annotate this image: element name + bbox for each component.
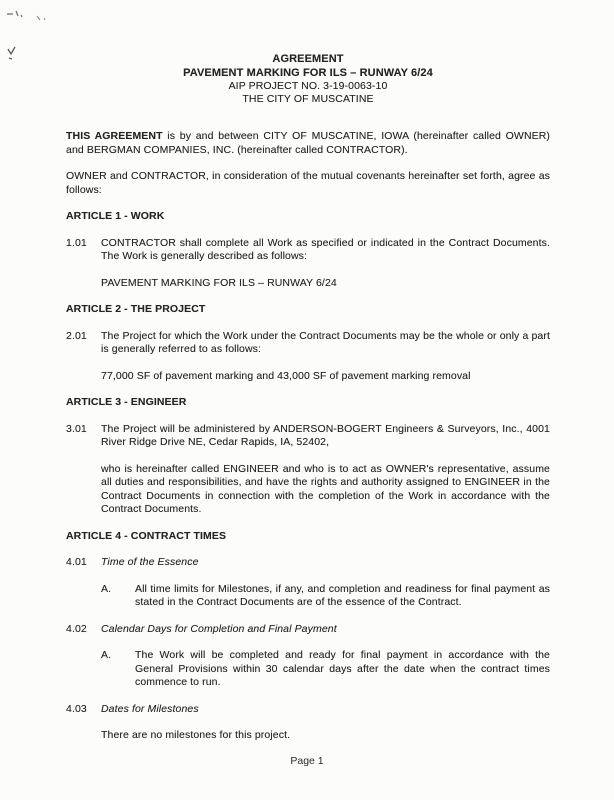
clause-4-02 xyxy=(66,623,550,637)
sub-item-letter: A. xyxy=(101,582,112,595)
clause-title: Calendar Days for Completion and Final Payment xyxy=(101,622,337,635)
clause-number: 1.01 xyxy=(66,236,87,249)
clause-number: 4.03 xyxy=(66,702,87,715)
clause-3-01-continuation: who is hereinafter called ENGINEER and who is to act as OWNER's representative, assume all duties and responsibilities, and have the rights and authority assigned to ENGINEER in the Contract Documents in connection with the completion of the Work in accordance with the Contract Documents. xyxy=(101,462,550,515)
article-4-heading: ARTICLE 4 - CONTRACT TIMES xyxy=(66,529,227,542)
sub-item-text: The Work will be completed and ready for final payment in accordance with the General Provisions within 30 calendar days after the date when the contract times commence to run. xyxy=(135,649,550,688)
sub-item-letter: A. xyxy=(101,649,112,661)
clause-1-01 xyxy=(66,237,550,264)
clause-2-01-detail: 77,000 SF of pavement marking and 43,000 SF of pavement marking removal xyxy=(101,369,471,382)
intro-lead-rest: is by and between CITY OF MUSCATINE, IOWA (hereinafter called OWNER) and BERGMAN COMPANIES, INC. (hereinafter called CONTRACTOR). xyxy=(66,130,551,156)
clause-4-03 xyxy=(66,703,550,717)
sub-item-text: All time limits for Milestones, if any, and completion and readiness for final payment as stated in the Contract Documents are of the essence of the Contract. xyxy=(135,582,550,608)
clause-title: Time of the Essence xyxy=(101,556,199,568)
clause-4-03-text: There are no milestones for this project. xyxy=(101,729,291,741)
clause-text: The Project will be administered by ANDERSON-BOGERT Engineers & Surveyors, Inc., 4001 River Ridge Drive NE, Cedar Rapids, IA, 52402, xyxy=(101,422,550,448)
clause-4-01 xyxy=(66,556,550,570)
clause-number: 4.02 xyxy=(66,622,87,635)
article-3-heading: ARTICLE 3 - ENGINEER xyxy=(66,396,187,408)
clause-number: 4.01 xyxy=(66,556,87,568)
page-number: Page 1 xyxy=(290,755,324,767)
clause-title: Dates for Milestones xyxy=(101,702,199,715)
clause-text: CONTRACTOR shall complete all Work as specified or indicated in the Contract Documents. The Work is generally described as follows: xyxy=(101,236,550,262)
clause-4-02-item-a xyxy=(101,649,550,690)
intro-lead-bold: THIS AGREEMENT xyxy=(66,130,163,142)
clause-3-01 xyxy=(66,423,550,450)
clause-number: 2.01 xyxy=(66,329,87,342)
pen-mark-artifact xyxy=(4,5,68,65)
document-body xyxy=(66,52,550,756)
clause-text: The Project for which the Work under the Contract Documents may be the whole or only a part is generally referred to as follows: xyxy=(101,329,550,355)
intro-paragraph-1 xyxy=(66,130,550,157)
title-project: PAVEMENT MARKING FOR ILS – RUNWAY 6/24 xyxy=(183,67,433,79)
title-city: THE CITY OF MUSCATINE xyxy=(242,93,374,105)
article-2-heading: ARTICLE 2 - THE PROJECT xyxy=(66,303,206,315)
clause-4-01-item-a xyxy=(101,583,550,610)
document-title-block xyxy=(66,52,550,106)
title-agreement: AGREEMENT xyxy=(272,53,344,65)
clause-2-01 xyxy=(66,330,550,357)
title-aip-number: AIP PROJECT NO. 3-19-0063-10 xyxy=(228,80,388,92)
article-1-heading: ARTICLE 1 - WORK xyxy=(66,210,165,222)
clause-1-01-detail: PAVEMENT MARKING FOR ILS – RUNWAY 6/24 xyxy=(101,276,337,289)
intro-paragraph-2: OWNER and CONTRACTOR, in consideration of the mutual covenants hereinafter set forth, agree as follows: xyxy=(66,170,550,196)
clause-number: 3.01 xyxy=(66,422,87,435)
